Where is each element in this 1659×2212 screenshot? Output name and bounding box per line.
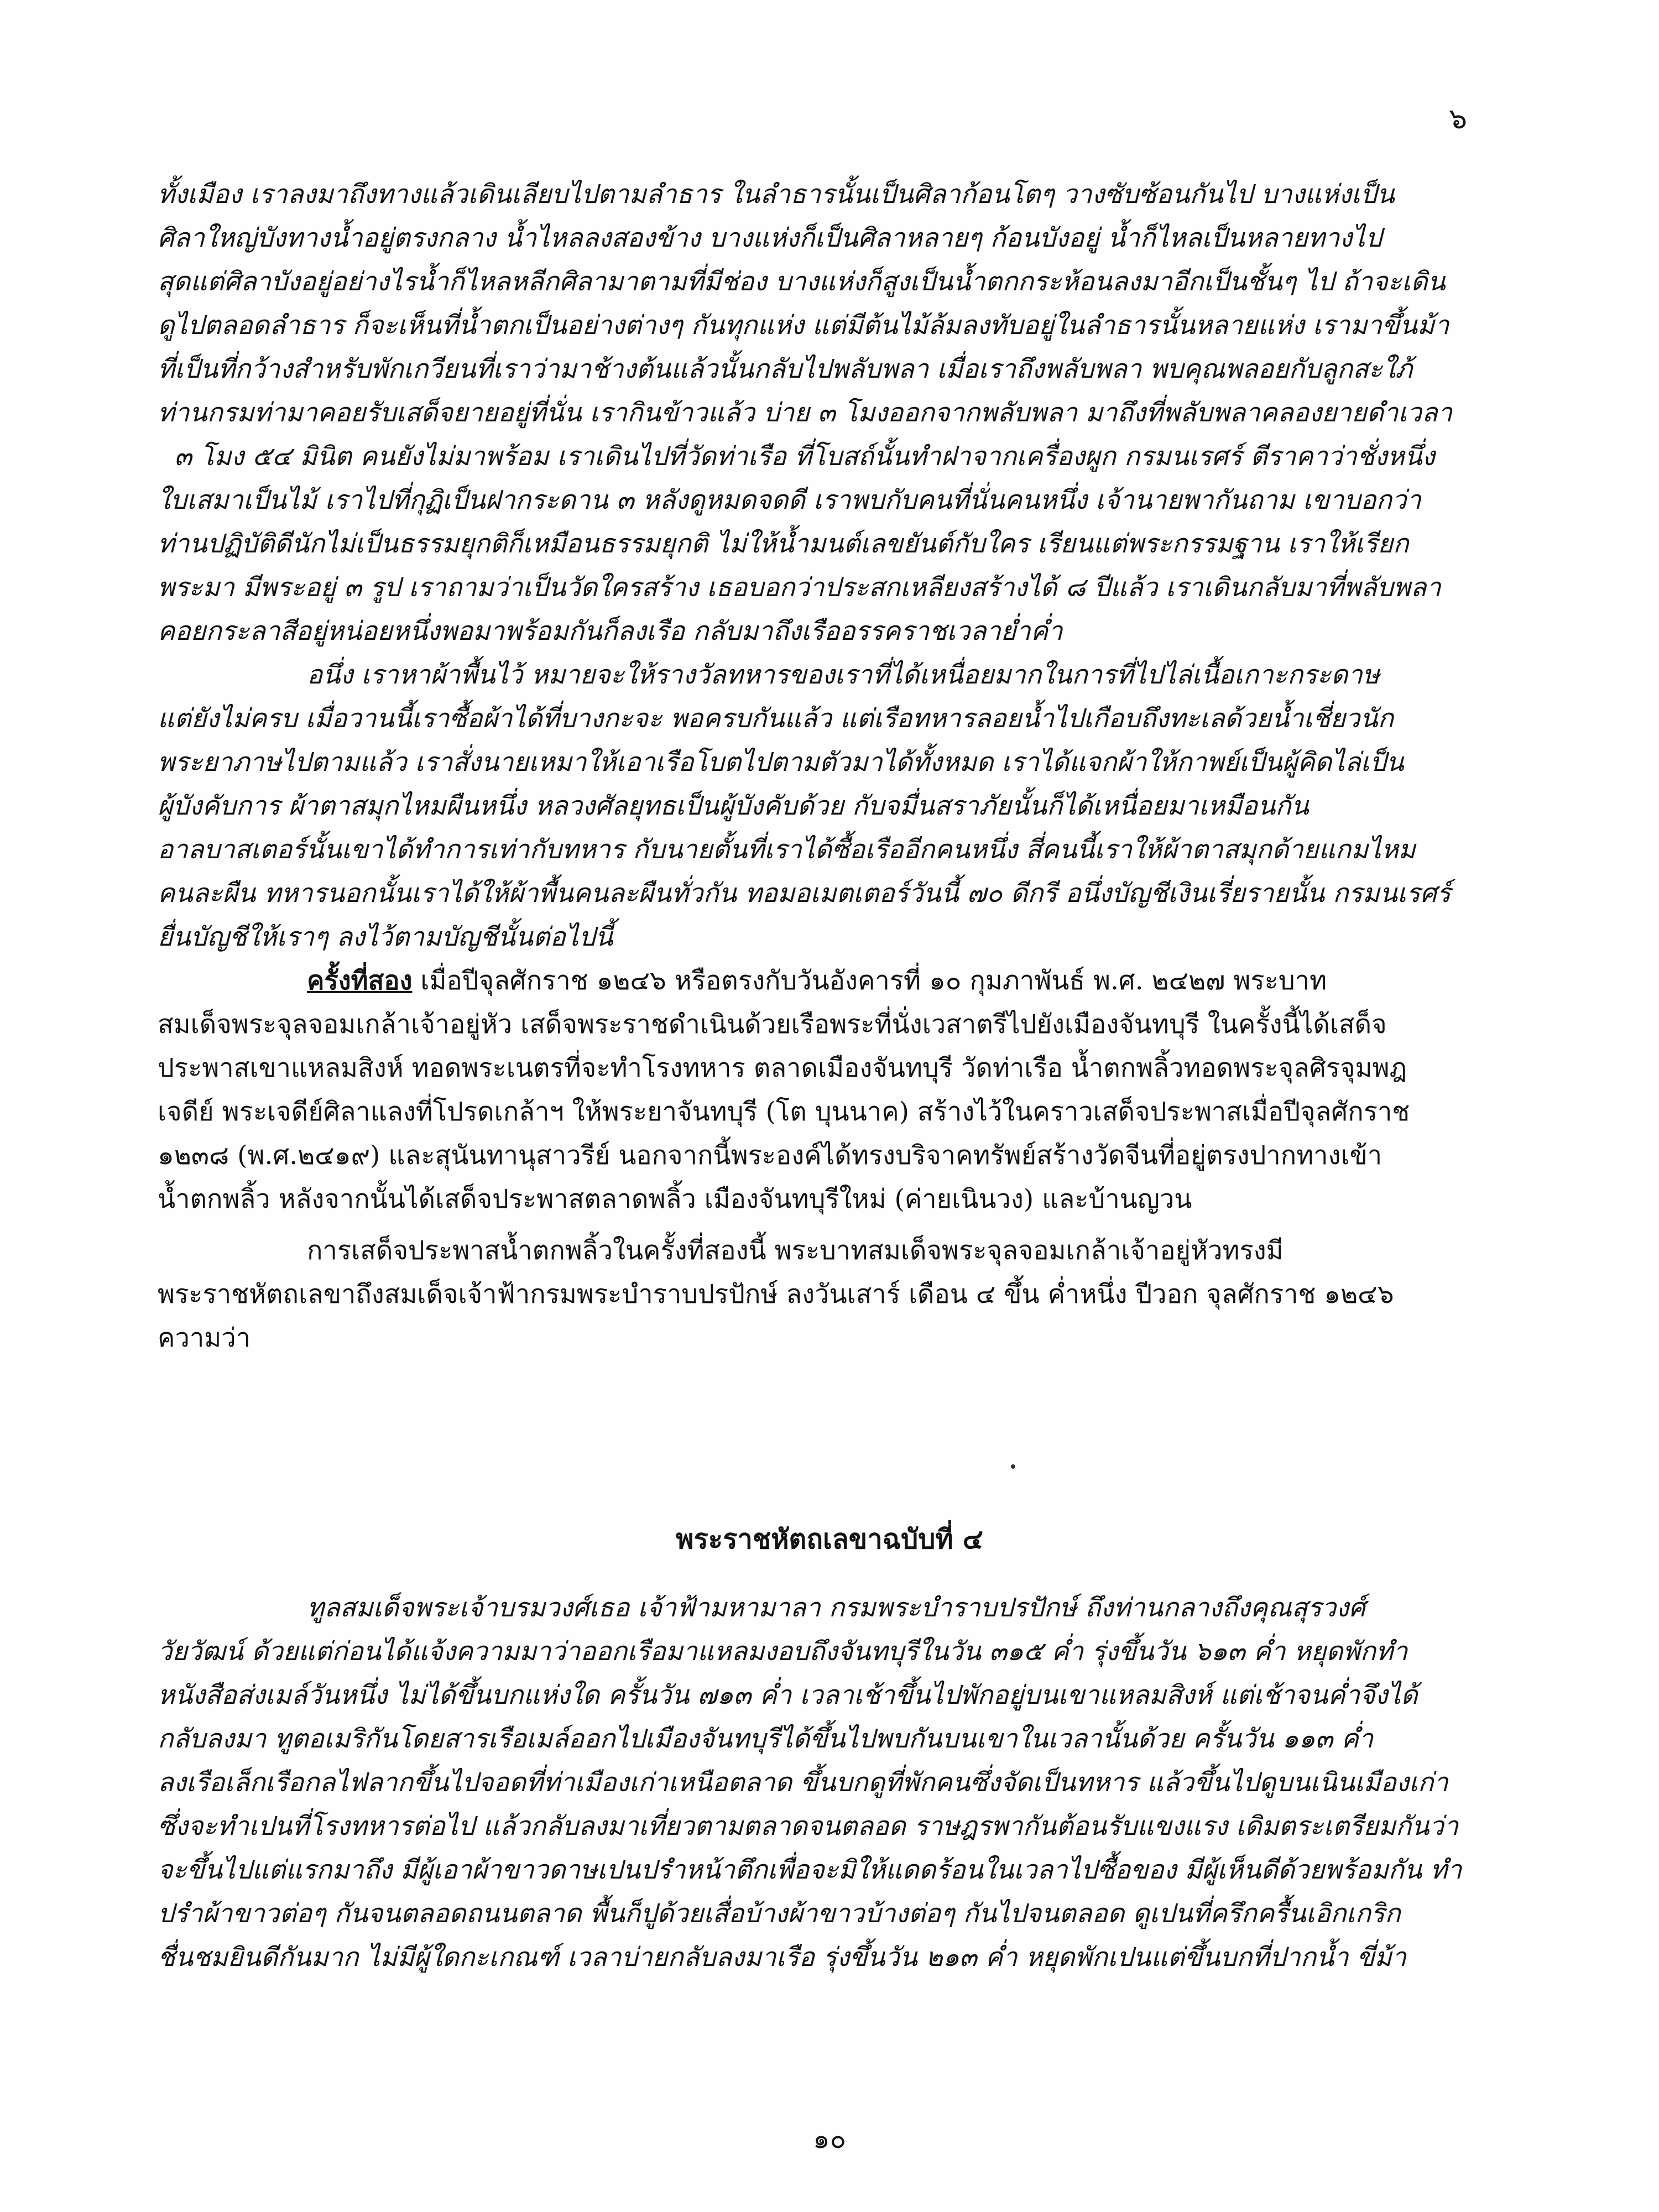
text-line: ที่เป็นที่กว้างสำหรับพักเกวียนที่เราว่ามาช้างต้นแล้วนั้นกลับไปพลับพลา เมื่อเราถึงพลับพลา พบคุณพลอยกับลูกสะใภ้ bbox=[158, 354, 1413, 384]
text-line: กลับลงมา ทูตอเมริกันโดยสารเรือเมล์ออกไปเมืองจันทบุรีได้ขึ้นไปพบกันบนเขาในเวลานั้นด้วย ครั้นวัน ๑๑๓ ค่ำ bbox=[158, 1724, 1374, 1754]
narrative-block-2 bbox=[158, 653, 1573, 959]
text-line: ความว่า bbox=[158, 1323, 251, 1353]
text-line: ศิลาใหญ่บังทางน้ำอยู่ตรงกลาง น้ำไหลลงสองข้าง บางแห่งก็เป็นศิลาหลายๆ ก้อนบังอยู่ น้ำก็ไหลเป็นหลายทางไป bbox=[158, 223, 1382, 253]
text-line: การเสด็จประพาสน้ำตกพลิ้วในครั้งที่สองนี้ พระบาทสมเด็จพระจุลจอมเกล้าเจ้าอยู่หัวทรงมี bbox=[307, 1235, 1284, 1266]
text-line: พระราชหัตถเลขาถึงสมเด็จเจ้าฟ้ากรมพระบำราบปรปักษ์ ลงวันเสาร์ เดือน ๔ ขึ้น ค่ำหนึ่ง ปีวอก จุลศักราช ๑๒๔๖ bbox=[158, 1279, 1394, 1310]
text-line: ผู้บังคับการ ผ้าตาสมุกไหมผืนหนึ่ง หลวงศัลยุทธเป็นผู้บังคับด้วย กับจมื่นสราภัยนั้นก็ได้เหนื่อยมาเหมือนกัน bbox=[158, 791, 1309, 821]
text-line: ทั้งเมือง เราลงมาถึงทางแล้วเดินเลียบไปตามลำธาร ในลำธารนั้นเป็นศิลาก้อนโตๆ วางซับซ้อนกันไป บางแห่งเป็น bbox=[158, 179, 1395, 210]
text-line: สุดแต่ศิลาบังอยู่อย่างไรน้ำก็ไหลหลีกศิลามาตามที่มีช่อง บางแห่งก็สูงเป็นน้ำตกกระห้อนลงมาอีกเป็นชั้นๆ ไป ถ้าจะเดิน bbox=[158, 267, 1446, 297]
text-line: คนละผืน ทหารนอกนั้นเราได้ให้ผ้าพื้นคนละผืนทั่วกัน ทอมอเมตเตอร์วันนี้ ๗๐ ดีกรี อนึ่งบัญชีเงินเรี่ยรายนั้น กรมนเรศร์ bbox=[158, 878, 1451, 909]
text-line: ๓ โมง ๕๔ มินิต คนยังไม่มาพร้อม เราเดินไปที่วัดท่าเรือ ที่โบสถ์นั้นทำฝาจากเครื่องผูก กรมนเรศร์ ตีราคาว่าชั่งหนึ่ง bbox=[174, 441, 1435, 472]
letter-body bbox=[158, 1586, 1573, 1979]
text-line: เจดีย์ พระเจดีย์ศิลาแลงที่โปรดเกล้าฯ ให้พระยาจันทบุรี (โต บุนนาค) สร้างไว้ในคราวเสด็จประพาสเมื่อปีจุลศักราช bbox=[158, 1097, 1410, 1127]
text-line: ซึ่งจะทำเปนที่โรงทหารต่อไป แล้วกลับลงมาเที่ยวตามตลาดจนตลอด ราษฎรพากันต้อนรับแขงแรง เดิมตระเตรียมกันว่า bbox=[158, 1811, 1459, 1841]
text-line: ท่านปฏิบัติดีนักไม่เป็นธรรมยุกติก็เหมือนธรรมยุกติ ไม่ให้น้ำมนต์เลขยันต์กับใคร เรียนแต่พระกรรมฐาน เราให้เรียก bbox=[158, 529, 1409, 559]
text-line: สมเด็จพระจุลจอมเกล้าเจ้าอยู่หัว เสด็จพระราชดำเนินด้วยเรือพระที่นั่งเวสาตรีไปยังเมืองจันทบุรี ในครั้งนี้ได้เสด็จ bbox=[158, 1009, 1387, 1040]
text-line: ท่านกรมท่ามาคอยรับเสด็จยายอยู่ที่นั่น เรากินข้าวแล้ว บ่าย ๓ โมงออกจากพลับพลา มาถึงที่พลับพลาคลองยายดำเวลา bbox=[158, 398, 1453, 428]
text-line: พระยาภาษไปตามแล้ว เราสั่งนายเหมาให้เอาเรือโบตไปตามตัวมาได้ทั้งหมด เราได้แจกผ้าให้กาพย์เป็นผู้คิดไล่เป็น bbox=[158, 747, 1404, 778]
text-line: อาลบาสเตอร์นั้นเขาได้ทำการเท่ากับทหาร กับนายตั้นที่เราได้ซื้อเรืออีกคนหนึ่ง สี่คนนี้เราให้ผ้าตาสมุกด้ายแกมไหม bbox=[158, 834, 1416, 865]
text-line: ดูไปตลอดลำธาร ก็จะเห็นที่น้ำตกเป็นอย่างต่างๆ กันทุกแห่ง แต่มีต้นไม้ล้มลงทับอยู่ในลำธารนั้นหลายแห่ง เรามาขึ้นม้า bbox=[158, 310, 1449, 341]
text-line: ปรำผ้าขาวต่อๆ กันจนตลอดถนนตลาด พื้นก็ปูด้วยเสื่อบ้างผ้าขาวบ้างต่อๆ กันไปจนตลอด ดูเปนที่ครึกครื้นเอิกเกริก bbox=[158, 1898, 1401, 1929]
second-visit-heading: ครั้งที่สอง bbox=[307, 966, 413, 996]
text-line: วัยวัฒน์ ด้วยแต่ก่อนได้แจ้งความมาว่าออกเรือมาแหลมงอบถึงจันทบุรีในวัน ๓๑๕ ค่ำ รุ่งขึ้นวัน ๖๑๓ ค่ำ หยุดพักทำ bbox=[158, 1636, 1408, 1667]
text-line: อนึ่ง เราหาผ้าพื้นไว้ หมายจะให้รางวัลทหารของเราที่ได้เหนื่อยมากในการที่ไปไล่เนื้อเกาะกระดาษ bbox=[307, 660, 1380, 690]
text-line: ยื่นบัญชีให้เราๆ ลงไว้ตามบัญชีนั้นต่อไปนี้ bbox=[158, 922, 613, 952]
text-line: ประพาสเขาแหลมสิงห์ ทอดพระเนตรที่จะทำโรงทหาร ตลาดเมืองจันทบุรี วัดท่าเรือ น้ำตกพลิ้วทอดพระจุลศิรจุมพฎ bbox=[158, 1053, 1407, 1083]
text-line: แต่ยังไม่ครบ เมื่อวานนี้เราซื้อผ้าได้ที่บางกะจะ พอครบกันแล้ว แต่เรือทหารลอยน้ำไปเกือบถึงทะเลด้วยน้ำเชี่ยวนัก bbox=[158, 703, 1394, 734]
text-line: น้ำตกพลิ้ว หลังจากนั้นได้เสด็จประพาสตลาดพลิ้ว เมืองจันทบุรีใหม่ (ค่ายเนินวง) และบ้านญวน bbox=[158, 1184, 1192, 1214]
second-visit-section bbox=[158, 959, 1573, 1221]
text-line: ชื่นชมยินดีกันมาก ไม่มีผู้ใดกะเกณฑ์ เวลาบ่ายกลับลงมาเรือ รุ่งขึ้นวัน ๒๑๓ ค่ำ หยุดพักเปนแต่ขึ้นบกที่ปากน้ำ ขี่ม้า bbox=[158, 1942, 1407, 1973]
text-line: หนังสือส่งเมล์วันหนึ่ง ไม่ได้ขึ้นบกแห่งใด ครั้นวัน ๗๑๓ ค่ำ เวลาเช้าขึ้นไปพักอยู่บนเขาแหลมสิงห์ แต่เช้าจนค่ำจึงได้ bbox=[158, 1680, 1418, 1710]
page-number-top: ๖ bbox=[1449, 102, 1468, 135]
text-line: ๑๒๓๘ (พ.ศ.๒๔๑๙) และสุนันทานุสาวรีย์ นอกจากนี้พระองค์ได้ทรงบริจาคทรัพย์สร้างวัดจีนที่อยู่ตรงปากทางเข้า bbox=[158, 1140, 1383, 1171]
text-line: ใบเสมาเป็นไม้ เราไปที่กุฏิเป็นฝากระดาน ๓ หลังดูหมดจดดี เราพบกับคนที่นั่นคนหนึ่ง เจ้านายพากันถาม เขาบอกว่า bbox=[158, 485, 1421, 515]
text-line: ลงเรือเล็กเรือกลไฟลากขึ้นไปจอดที่ท่าเมืองเก่าเหนือตลาด ขึ้นบกดูที่พักคนซึ่งจัดเป็นทหาร แล้วขึ้นไปดูบนเนินเมืองเก่า bbox=[158, 1767, 1448, 1798]
narrative-block-1 bbox=[158, 173, 1573, 653]
page-number-bottom: ๑๐ bbox=[813, 2124, 846, 2154]
text-line: จะขึ้นไปแต่แรกมาถึง มีผู้เอาผ้าขาวดาษเปนปรำหน้าตึกเพื่อจะมิให้แดดร้อนในเวลาไปซื้อของ มีผู้เห็นดีด้วยพร้อมกัน ทำ bbox=[158, 1855, 1462, 1885]
letter-intro-section bbox=[158, 1229, 1573, 1360]
text-line: คอยกระลาสีอยู่หน่อยหนึ่งพอมาพร้อมกันก็ลงเรือ กลับมาถึงเรืออรรคราชเวลาย่ำค่ำ bbox=[158, 616, 1063, 646]
text-line bbox=[158, 959, 1573, 1003]
second-visit-intro: เมื่อปีจุลศักราช ๑๒๔๖ หรือตรงกับวันอังคารที่ ๑๐ กุมภาพันธ์ พ.ศ. ๒๔๒๗ พระบาท bbox=[412, 966, 1327, 996]
letter-title: พระราชหัตถเลขาฉบับที่ ๔ bbox=[676, 1523, 983, 1555]
text-line: พระมา มีพระอยู่ ๓ รูป เราถามว่าเป็นวัดใครสร้าง เธอบอกว่าประสกเหลียงสร้างได้ ๘ ปีแล้ว เราเดินกลับมาที่พลับพลา bbox=[158, 572, 1441, 603]
text-line: ทูลสมเด็จพระเจ้าบรมวงศ์เธอ เจ้าฟ้ามหามาลา กรมพระบำราบปรปักษ์ ถึงท่านกลางถึงคุณสุรวงศ์ bbox=[307, 1593, 1365, 1623]
scan-speck bbox=[1011, 1464, 1015, 1469]
